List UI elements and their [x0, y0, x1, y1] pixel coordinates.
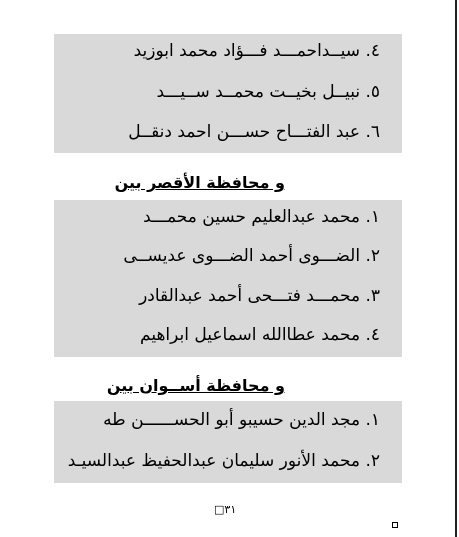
- list-item: ١. مجد الدين حسيبو أبو الحســــــن طه: [103, 410, 380, 430]
- list-item: ٢. محمد الأنور سليمان عبدالحفيظ عبدالسيـد: [67, 451, 380, 471]
- list-item: ٥. نبيــل بخيــت محمــد ســيـــد: [156, 82, 380, 102]
- list-item: ٦. عبد الفتـــاح حســـن احمد دنقــل: [128, 122, 380, 142]
- page-number: □٣١: [214, 503, 237, 516]
- page-edge-rule: [455, 0, 457, 537]
- corner-square-mark: [392, 522, 398, 528]
- names-box-aswan: [54, 401, 402, 483]
- list-item: ٣. محمـــد فتـــحى أحمد عبدالقادر: [139, 286, 380, 306]
- section-heading-luxor: و محافظة الأقصر بين: [114, 173, 285, 192]
- names-box-continued: [54, 34, 402, 153]
- list-item: ٤. سيــداحمـــد فـــؤاد محمد ابوزيد: [133, 41, 380, 61]
- list-item: ٢. الضـــوى أحمد الضـــوى عديســى: [123, 246, 380, 266]
- section-heading-aswan: و محافظة أســوان بين: [106, 376, 285, 395]
- list-item: ٤. محمد عطاالله اسماعيل ابراهيم: [140, 325, 380, 345]
- list-item: ١. محمد عبدالعليم حسين محمـــد: [143, 207, 380, 227]
- names-box-luxor: [54, 200, 402, 357]
